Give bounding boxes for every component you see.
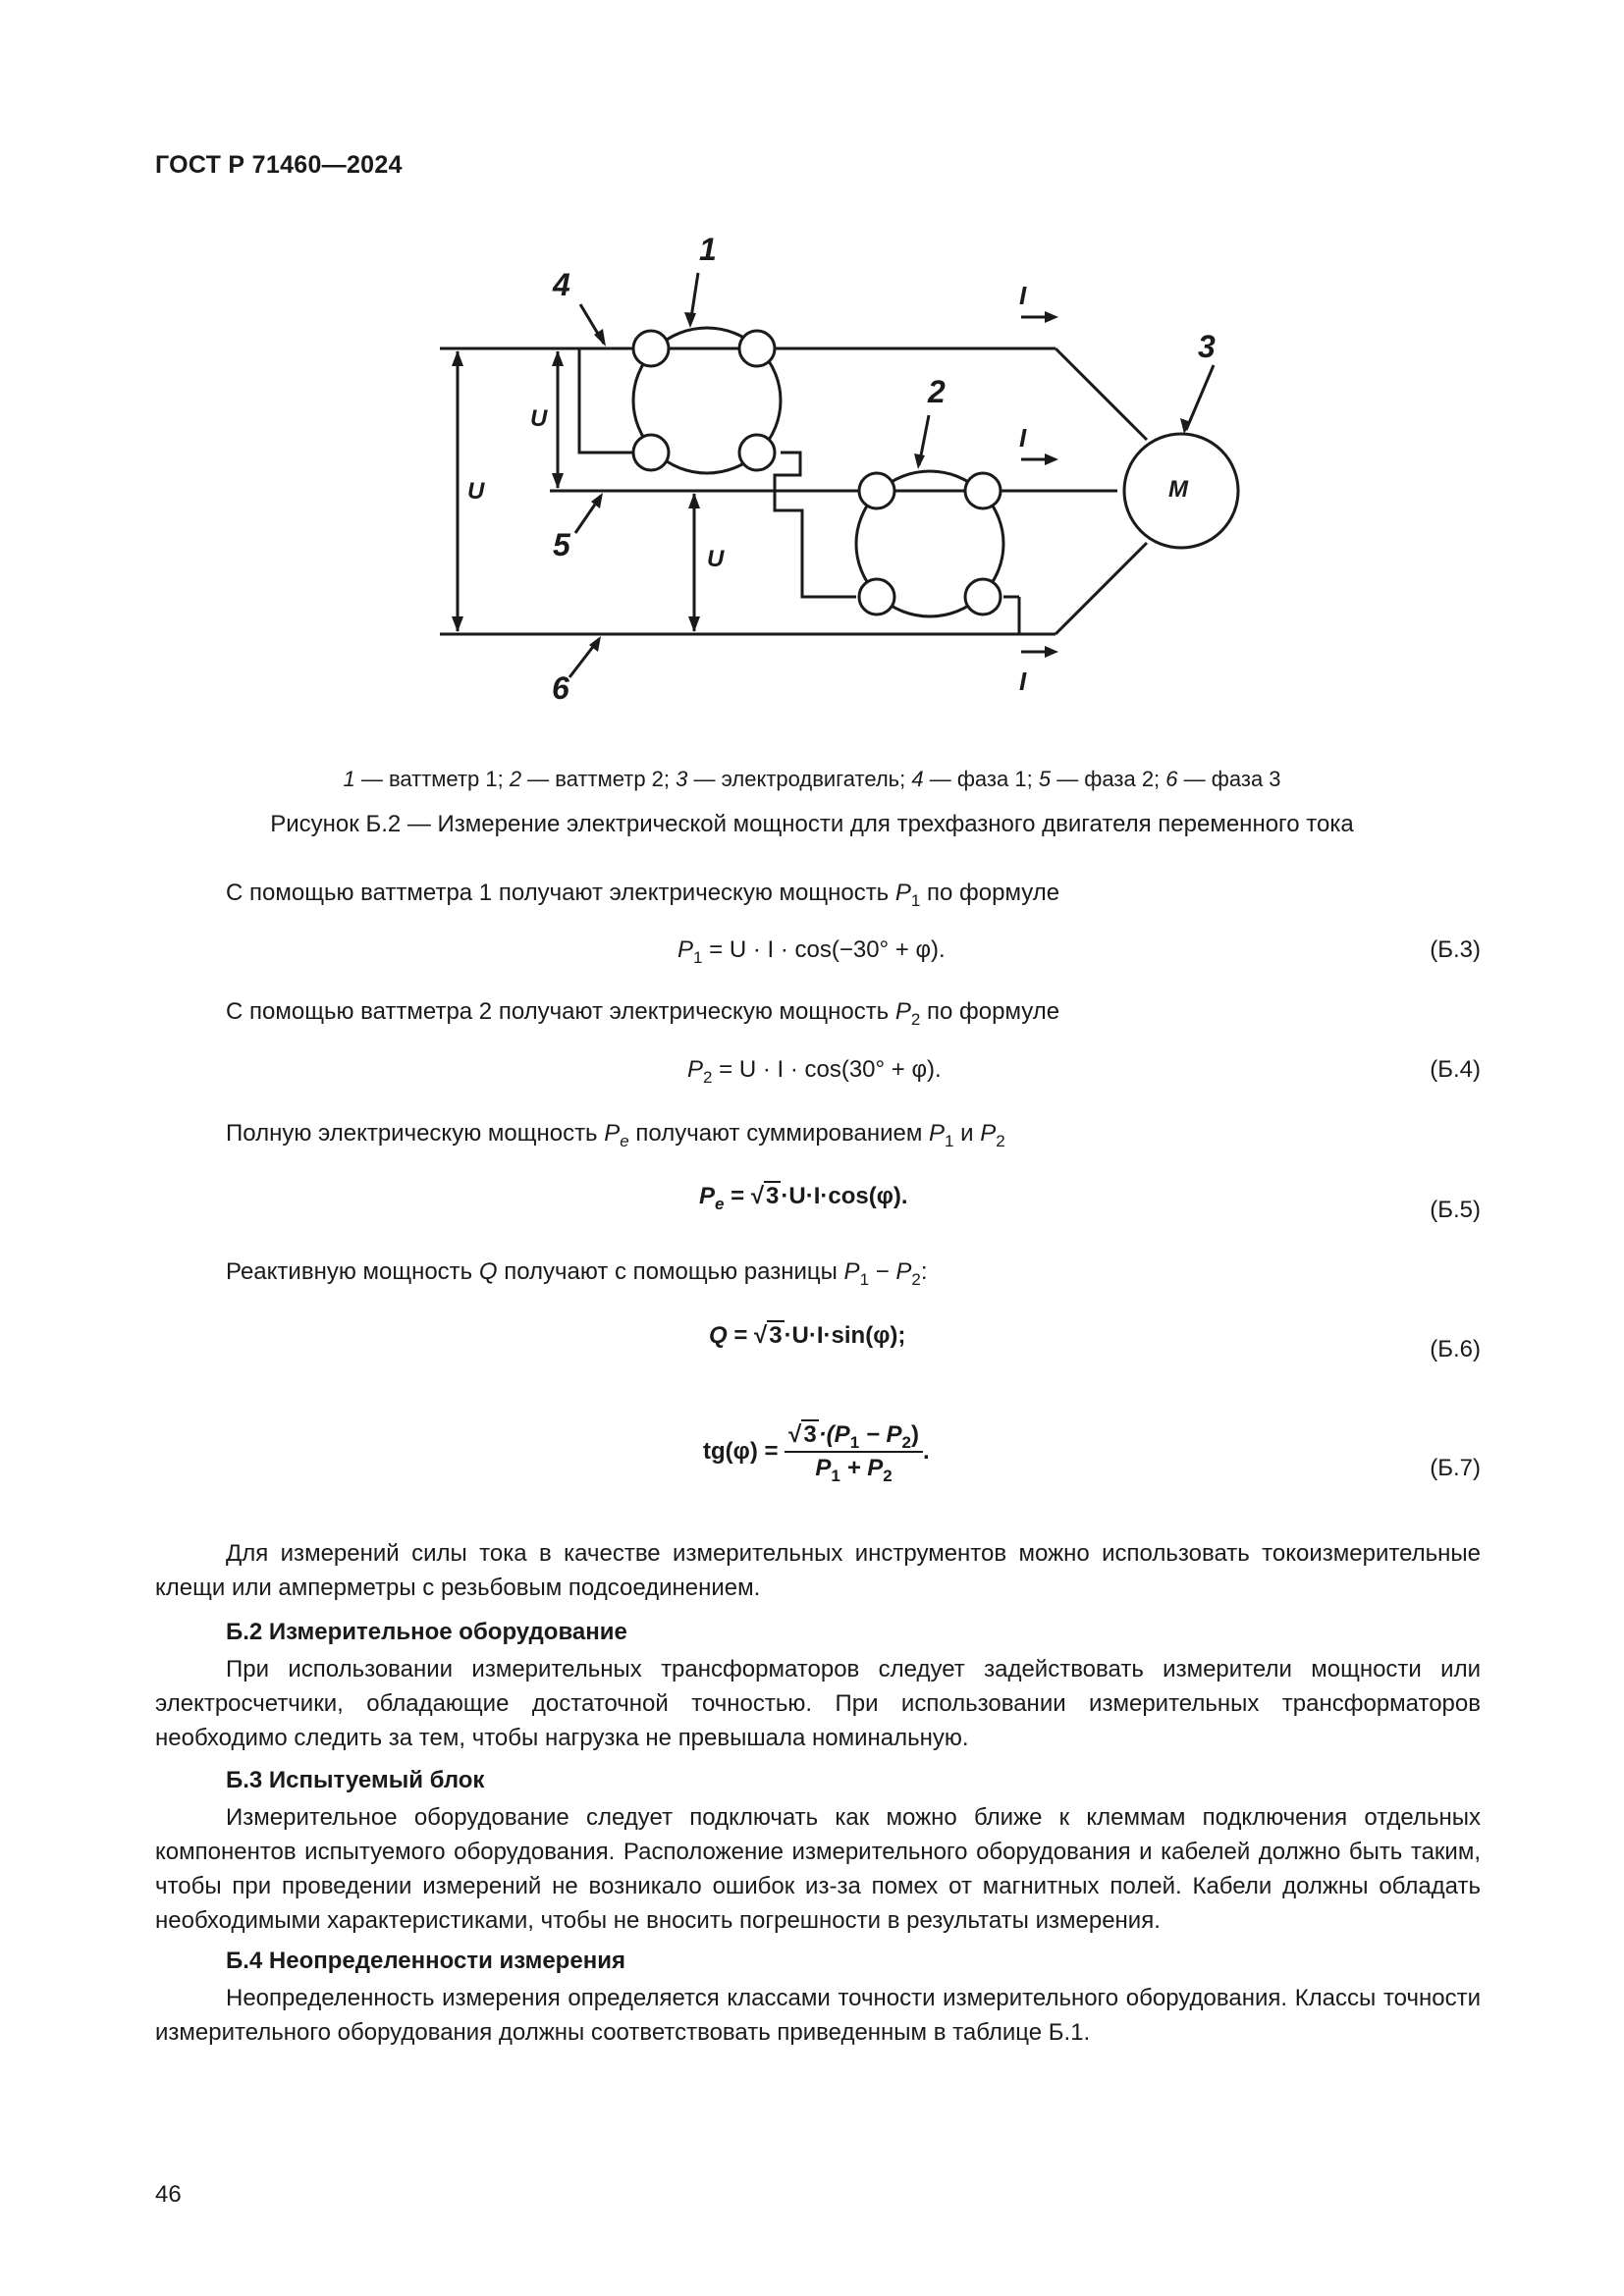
section-b3-title: Б.3 Испытуемый блок: [226, 1767, 485, 1793]
paragraph-p3: Полную электрическую мощность $P_e$ получают суммированием $P_1$ и $P_2$: [226, 1120, 1005, 1150]
voltage-label-12: U: [530, 405, 548, 432]
current-label-1: I: [1019, 281, 1027, 310]
circuit-diagram: [0, 0, 1624, 766]
paragraph-p4: Реактивную мощность Q получают с помощью разницы $P_1 - P_2$:: [226, 1258, 928, 1289]
page-number: 46: [155, 2181, 182, 2208]
formula-b4: $P_2 = U \cdot I \cdot \cos(30^\circ + \varphi)$.: [687, 1056, 942, 1087]
figure-legend: 1 — ваттметр 1; 2 — ваттметр 2; 3 — электродвигатель; 4 — фаза 1; 5 — фаза 2; 6 — фаза 3: [343, 767, 1281, 791]
eq-number-b6: (Б.6): [1430, 1336, 1481, 1362]
formula-b5: $P_e = √3\cdot U\cdot I\cdot\cos(\varphi)$.: [699, 1183, 908, 1213]
formula-b3: $P_1 = U \cdot I \cdot \cos(-30^\circ + \varphi)$.: [677, 936, 946, 967]
eq-number-b4: (Б.4): [1430, 1056, 1481, 1083]
label-phase-1: 4: [553, 267, 570, 302]
eq-number-b5: (Б.5): [1430, 1197, 1481, 1223]
paragraph-current-measurement: Для измерений силы тока в качестве измерительных инструментов можно использовать токоизмерительные клещи или амперметры с резьбовым подсоединением.: [155, 1540, 1481, 1601]
section-b2-text: При использовании измерительных трансформаторов следует задействовать измерители мощности или электросчетчики, обладающие достаточной точностью. При использовании измерительных трансформаторов необходимо следить за тем, чтобы нагрузка не превышала номинальную.: [155, 1656, 1481, 1751]
figure-caption: Рисунок Б.2 — Измерение электрической мощности для трехфазного двигателя переменного тока: [270, 811, 1354, 837]
document-header: ГОСТ Р 71460—2024: [155, 151, 403, 179]
current-label-2: I: [1019, 423, 1027, 453]
voltage-label-outer: U: [467, 478, 485, 505]
paragraph-p1: С помощью ваттметра 1 получают электрическую мощность $P_1$ по формуле: [226, 880, 1060, 910]
section-b4-title: Б.4 Неопределенности измерения: [226, 1948, 625, 1974]
voltage-label-23: U: [707, 546, 725, 572]
label-wattmeter-1: 1: [699, 232, 717, 267]
label-motor: 3: [1198, 329, 1216, 364]
formula-b7: tg(φ) = $\frac{√3\cdot(P_1 - P_2)}{P_1 + P_2}$ .: [703, 1421, 930, 1485]
label-phase-2: 5: [553, 527, 570, 562]
label-wattmeter-2: 2: [928, 374, 946, 409]
formula-b6: Q = √3·U·I·sin(φ);: [709, 1322, 906, 1349]
motor-symbol: M: [1168, 476, 1188, 503]
paragraph-p2: С помощью ваттметра 2 получают электрическую мощность $P_2$ по формуле: [226, 998, 1060, 1029]
eq-number-b3: (Б.3): [1430, 936, 1481, 963]
label-phase-3: 6: [552, 670, 569, 706]
eq-number-b7: (Б.7): [1430, 1455, 1481, 1481]
section-b3-text: Измерительное оборудование следует подключать как можно ближе к клеммам подключения отдельных компонентов испытуемого оборудования. Расположение измерительного оборудования и кабелей должно быть таким, чтобы при проведении измерений не возникало ошибок из-за помех от магнитных полей. Кабели должны обладать необходимыми характеристиками, чтобы не вносить погрешности в результаты измерения.: [155, 1804, 1481, 1934]
section-b4-text: Неопределенность измерения определяется классами точности измерительного оборудования. Классы точности измерительного оборудования должны соответствовать приведенным в таблице Б.1.: [155, 1985, 1481, 2046]
current-label-3: I: [1019, 667, 1027, 696]
section-b2-title: Б.2 Измерительное оборудование: [226, 1619, 627, 1645]
